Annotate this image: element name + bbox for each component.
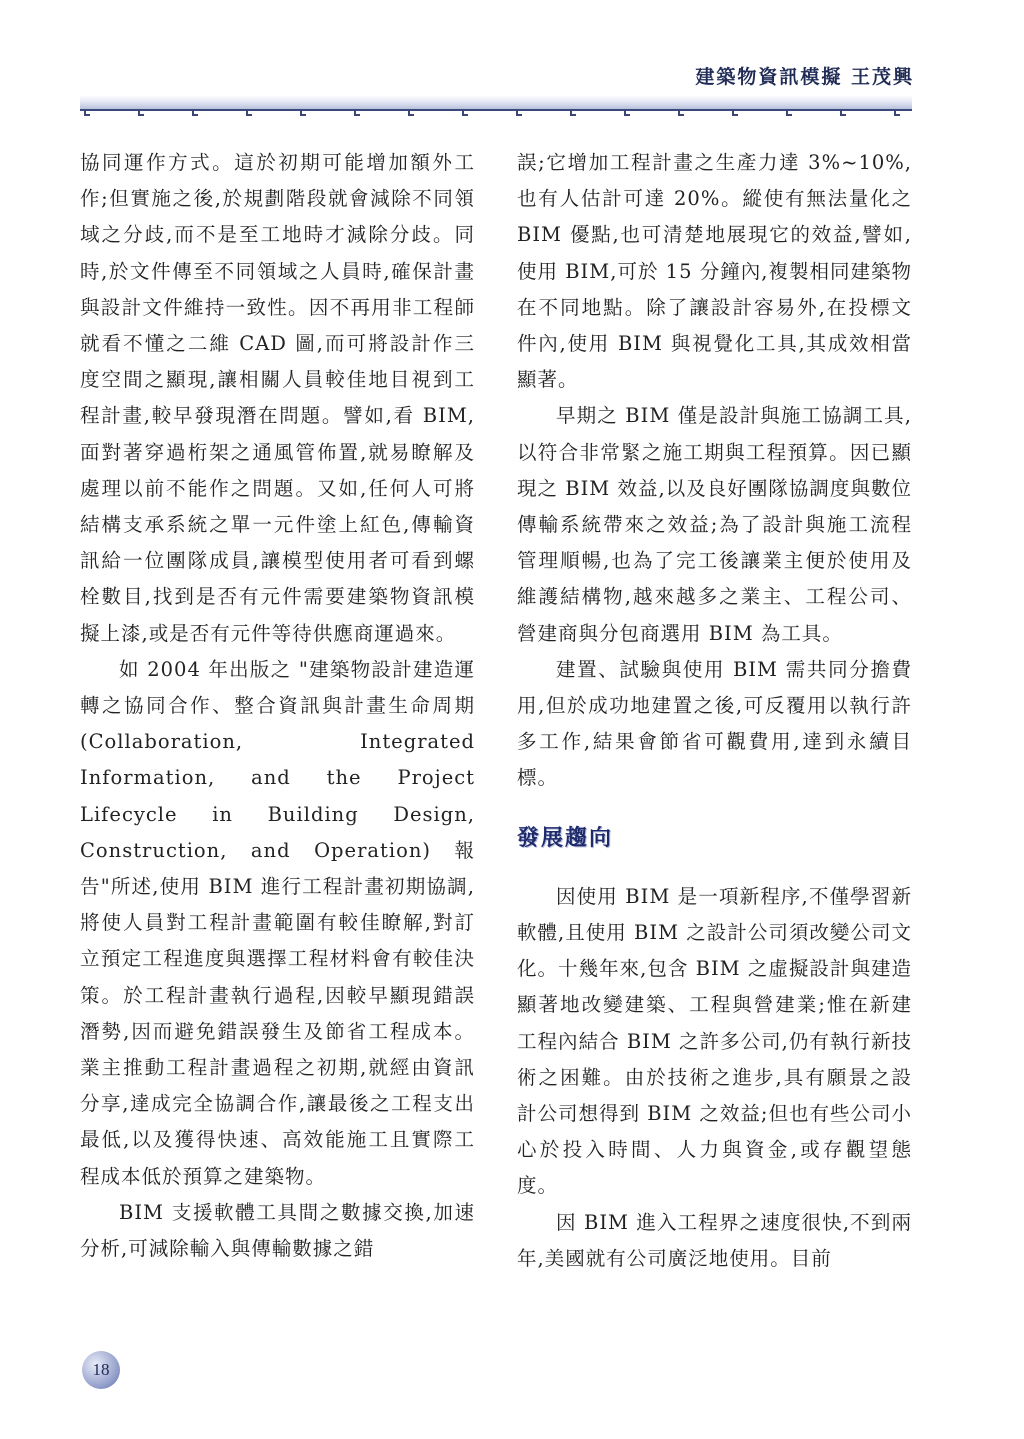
body-paragraph: 如 2004 年出版之 "建築物設計建造運轉之協同合作、整合資訊與計畫生命周期(Collaboration, Integrated Information, and the Project Lifecycle in Building Design, Construction, and Operation) 報告"所述,使用 BIM 進行工程計畫初期協調,將使人員對工程計畫範圍有較佳瞭解,對訂立預定工程進度與選擇工程材料會有較佳決策。於工程計畫執行過程,因較早顯現錯誤潛勢,因而避免錯誤發生及節省工程成本。業主推動工程計畫過程之初期,就經由資訊分享,達成完全協調合作,讓最後之工程支出最低,以及獲得快速、高效能施工且實際工程成本低於預算之建築物。	[80, 657, 475, 1188]
band-tick-foot	[786, 114, 792, 116]
body-paragraph: 早期之 BIM 僅是設計與施工協調工具,以符合非常緊之施工期與工程預算。因已顯現之 BIM 效益,以及良好團隊協調度與數位傳輸系統帶來之效益;為了設計與施工流程管理順暢,也為了完工後讓業主便於使用及維護結構物,越來越多之業主、工程公司、營建商與分包商選用 BIM 為工具。	[517, 404, 912, 645]
body-paragraph: 因 BIM 進入工程界之速度很快,不到兩年,美國就有公司廣泛地使用。目前	[517, 1210, 912, 1270]
band-tick-foot	[732, 114, 738, 116]
body-paragraph: BIM 支援軟體工具間之數據交換,加速分析,可減除輸入與傳輸數據之錯	[80, 1200, 475, 1261]
band-tick-foot	[408, 114, 414, 116]
header-decorative-band	[80, 95, 912, 117]
page-number: 18	[92, 1360, 110, 1379]
body-paragraph: 因使用 BIM 是一項新程序,不僅學習新軟體,且使用 BIM 之設計公司須改變公司文化。十幾年來,包含 BIM 之虛擬設計與建造顯著地改變建築、工程與營建業;惟在新建工程內結合 BIM 之許多公司,仍有執行新技術之困難。由於技術之進步,具有願景之設計公司想得到 BIM 之效益;但也有些公司小心於投入時間、人力與資金,或存觀望態度。	[517, 884, 912, 1198]
body-paragraph: 建置、試驗與使用 BIM 需共同分擔費用,但於成功地建置之後,可反覆用以執行許多工作,結果會節省可觀費用,達到永續目標。	[517, 657, 912, 790]
band-tick-foot	[246, 114, 252, 116]
page-number-badge	[82, 1351, 120, 1389]
band-tick-foot	[138, 114, 144, 116]
band-tick-foot	[84, 114, 90, 116]
band-tick-foot	[462, 114, 468, 116]
band-tick-foot	[192, 114, 198, 116]
body-paragraph: 協同運作方式。這於初期可能增加額外工作;但實施之後,於規劃階段就會減除不同領域之分歧,而不是至工地時才減除分歧。同時,於文件傳至不同領域之人員時,確保計畫與設計文件維持一致性。因不再用非工程師就看不懂之二維 CAD 圖,而可將設計作三度空間之顯現,讓相關人員較佳地目視到工程計畫,較早發現潛在問題。譬如,看 BIM,面對著穿過桁架之通風管佈置,就易瞭解及處理以前不能作之問題。又如,任何人可將結構支承系統之單一元件塗上紅色,傳輸資訊給一位團隊成員,讓模型使用者可看到螺栓數目,找到是否有元件需要建築物資訊模擬上漆,或是否有元件等待供應商運過來。	[80, 151, 475, 645]
left-text-column	[80, 145, 475, 1267]
band-tick-foot	[516, 114, 522, 116]
right-text-column	[517, 145, 912, 1277]
band-tick-foot	[840, 114, 846, 116]
band-tick-foot	[300, 114, 306, 116]
band-tick-foot	[894, 114, 900, 116]
band-tick-foot	[354, 114, 360, 116]
band-tick-foot	[678, 114, 684, 116]
band-tick-foot	[624, 114, 630, 116]
section-heading: 發展趨向	[517, 825, 614, 851]
running-header-title: 建築物資訊模擬 王茂興	[695, 66, 914, 88]
body-paragraph: 誤;它增加工程計畫之生產力達 3%~10%,也有人估計可達 20%。縱使有無法量化之 BIM 優點,也可清楚地展現它的效益,譬如,使用 BIM,可於 15 分鐘內,複製相同建築物在不同地點。除了讓設計容易外,在投標文件內,使用 BIM 與視覺化工具,其成效相當顯著。	[517, 151, 912, 392]
band-tick-foot	[570, 114, 576, 116]
